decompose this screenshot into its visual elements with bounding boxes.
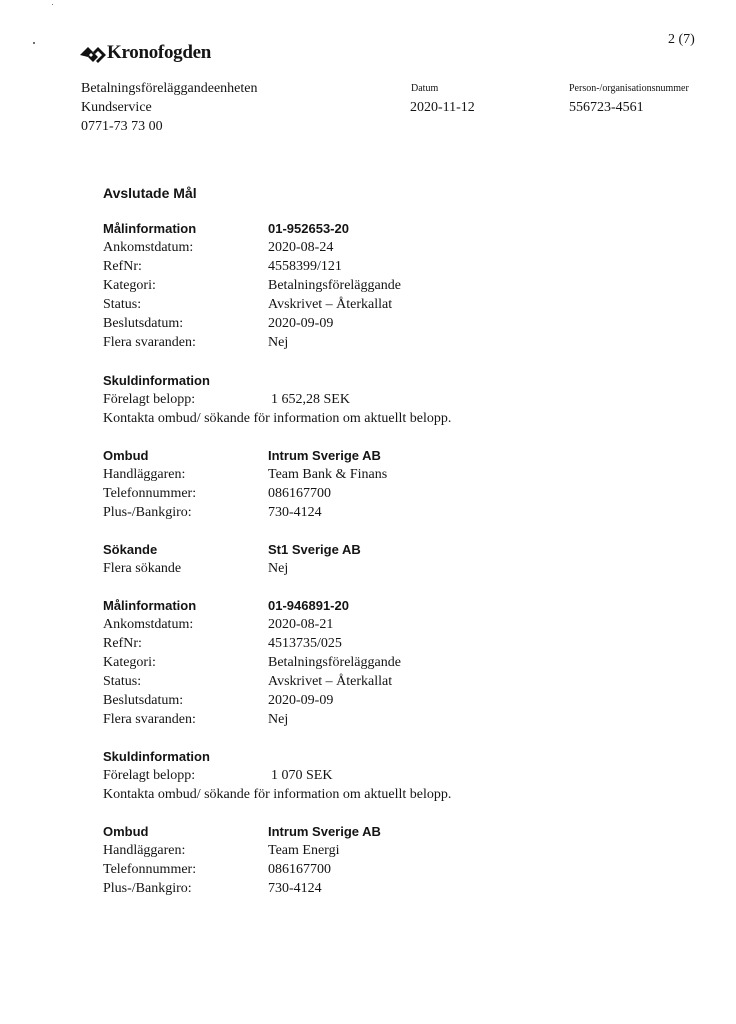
orgnr-value: 556723-4561	[569, 100, 644, 115]
status-label: Status:	[103, 674, 142, 689]
handl-label: Handläggaren:	[103, 843, 186, 858]
ombud-value: Intrum Sverige AB	[268, 824, 381, 839]
ankomst-value: 2020-08-21	[268, 617, 334, 632]
datum-label: Datum	[411, 83, 439, 94]
sokande-label: Sökande	[103, 542, 158, 557]
ankomst-label: Ankomstdatum:	[103, 617, 194, 632]
giro-label: Plus-/Bankgiro:	[103, 881, 192, 896]
flera-value: Nej	[268, 335, 289, 350]
giro-label: Plus-/Bankgiro:	[103, 505, 192, 520]
skuld-header: Skuldinformation	[103, 749, 210, 764]
malinfo-label: Målinformation	[103, 598, 197, 613]
case-number: 01-946891-20	[268, 598, 349, 613]
malinfo-label: Målinformation	[103, 221, 197, 236]
handl-value: Team Energi	[268, 843, 340, 858]
beslut-value: 2020-09-09	[268, 316, 334, 331]
ankomst-value: 2020-08-24	[268, 240, 334, 255]
handl-label: Handläggaren:	[103, 467, 186, 482]
beslut-label: Beslutsdatum:	[103, 316, 184, 331]
refnr-value: 4558399/121	[268, 259, 342, 274]
header-unit: Betalningsföreläggandeenheten	[81, 81, 258, 96]
refnr-value: 4513735/025	[268, 636, 342, 651]
beslut-value: 2020-09-09	[268, 693, 334, 708]
flera-label: Flera svaranden:	[103, 712, 196, 727]
status-label: Status:	[103, 297, 142, 312]
flera-sok-label: Flera sökande	[103, 561, 182, 576]
kategori-value: Betalningsföreläggande	[268, 655, 401, 670]
giro-value: 730-4124	[268, 881, 322, 896]
datum-value: 2020-11-12	[410, 100, 475, 115]
giro-value: 730-4124	[268, 505, 322, 520]
orgnr-label: Person-/organisationsnummer	[569, 83, 689, 94]
tel-label: Telefonnummer:	[103, 862, 197, 877]
kategori-label: Kategori:	[103, 655, 156, 670]
tel-label: Telefonnummer:	[103, 486, 197, 501]
handl-value: Team Bank & Finans	[268, 467, 388, 482]
tel-value: 086167700	[268, 486, 331, 501]
status-value: Avskrivet – Återkallat	[268, 297, 393, 312]
status-value: Avskrivet – Återkallat	[268, 674, 393, 689]
kategori-label: Kategori:	[103, 278, 156, 293]
case-number: 01-952653-20	[268, 221, 349, 236]
ombud-label: Ombud	[103, 824, 149, 839]
belopp-label: Förelagt belopp:	[103, 768, 196, 783]
flera-value: Nej	[268, 712, 289, 727]
flera-sok-value: Nej	[268, 561, 289, 576]
belopp-value: 1 652,28 SEK	[271, 392, 350, 407]
belopp-label: Förelagt belopp:	[103, 392, 196, 407]
refnr-label: RefNr:	[103, 259, 142, 274]
beslut-label: Beslutsdatum:	[103, 693, 184, 708]
header-phone: 0771-73 73 00	[81, 119, 163, 134]
header-dept: Kundservice	[81, 100, 152, 115]
flera-label: Flera svaranden:	[103, 335, 196, 350]
page-number: 2 (7)	[668, 32, 695, 47]
section-title: Avslutade Mål	[103, 185, 197, 201]
ombud-label: Ombud	[103, 448, 149, 463]
logo-text: Kronofogden	[107, 42, 212, 63]
belopp-value: 1 070 SEK	[271, 768, 333, 783]
scan-speck	[52, 4, 53, 5]
ombud-value: Intrum Sverige AB	[268, 448, 381, 463]
scan-speck	[33, 42, 35, 44]
kronofogden-diamond-logo-icon	[80, 45, 106, 65]
belopp-note: Kontakta ombud/ sökande för information om aktuellt belopp.	[103, 411, 452, 426]
refnr-label: RefNr:	[103, 636, 142, 651]
belopp-note: Kontakta ombud/ sökande för information om aktuellt belopp.	[103, 787, 452, 802]
ankomst-label: Ankomstdatum:	[103, 240, 194, 255]
tel-value: 086167700	[268, 862, 331, 877]
skuld-header: Skuldinformation	[103, 373, 210, 388]
kategori-value: Betalningsföreläggande	[268, 278, 401, 293]
sokande-value: St1 Sverige AB	[268, 542, 361, 557]
